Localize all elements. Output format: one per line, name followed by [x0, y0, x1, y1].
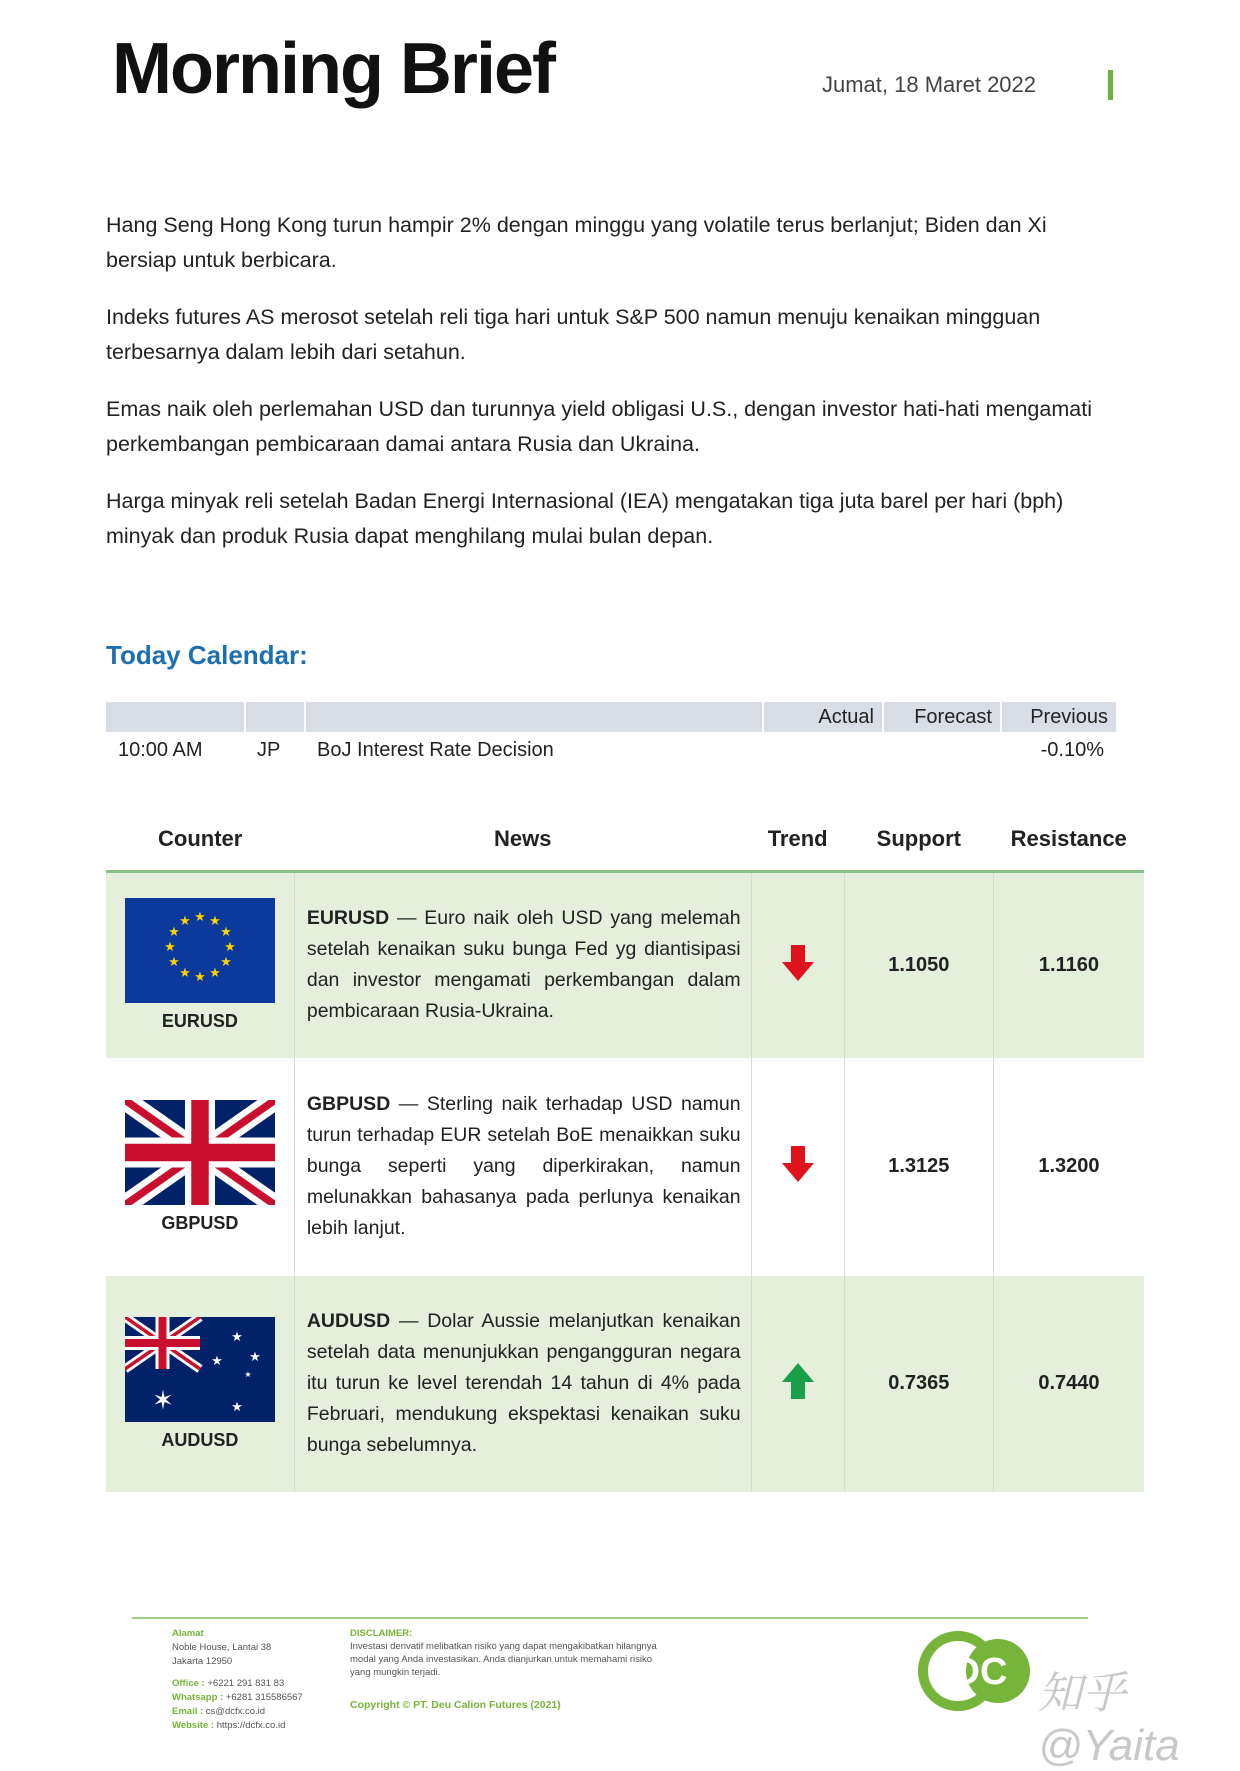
svg-text:★: ★ [179, 966, 191, 982]
table-row [106, 872, 1144, 1058]
office-label: Office : [172, 1678, 205, 1689]
summary-paragraph: Emas naik oleh perlemahan USD dan turunnya yield obligasi U.S., dengan investor hati-hati mengamati perkembangan pembicaraan damai antara Rusia dan Ukraina. [106, 397, 1092, 456]
resistance-value: 0.7440 [993, 1276, 1144, 1492]
calendar-row [106, 732, 1116, 768]
calendar-header-previous: Previous [1001, 702, 1116, 732]
dc-logo-icon [918, 1631, 1036, 1711]
disclaimer-label: DISCLAIMER: [350, 1628, 413, 1639]
calendar-forecast [883, 732, 1001, 768]
counter-cell [106, 1276, 294, 1492]
counter-cell [106, 872, 294, 1058]
svg-text:★: ★ [194, 970, 206, 986]
analysis-header-row [106, 808, 1144, 872]
news-cell [294, 1058, 751, 1276]
whatsapp-value: +6281 315586567 [225, 1692, 303, 1703]
watermark: 知乎 @Yaita [1038, 1669, 1180, 1770]
counter-label: AUDUSD [161, 1429, 239, 1450]
svg-text:★: ★ [224, 940, 236, 956]
trend-up-arrow-icon [782, 1363, 814, 1399]
calendar-table [106, 702, 1116, 768]
trend-cell [751, 872, 844, 1058]
counter-label: GBPUSD [161, 1212, 239, 1233]
news-body: Euro naik oleh USD yang melemah setelah kenaikan suku bunga Fed yg diantisipasi dan investor mengamati perkembangan dalam pembicaraan Rusia-Ukraina. [306, 907, 741, 1023]
footer-disclaimer [350, 1627, 670, 1712]
svg-text:★: ★ [244, 1369, 252, 1379]
calendar-header-row [106, 702, 1116, 732]
uk-flag-icon [125, 1100, 275, 1205]
svg-text:★: ★ [179, 914, 191, 930]
email-line [172, 1705, 332, 1719]
trend-down-arrow-icon [782, 945, 814, 981]
email-value[interactable]: cs@dcfx.co.id [205, 1706, 266, 1717]
svg-text:★: ★ [231, 1329, 243, 1345]
svg-text:★: ★ [220, 955, 232, 971]
address-line: Noble House, Lantai 38 [172, 1642, 272, 1653]
counter-cell [106, 1058, 294, 1276]
website-line [172, 1719, 332, 1733]
svg-text:★: ★ [168, 955, 180, 971]
calendar-previous: -0.10% [1040, 738, 1104, 761]
office-line [172, 1677, 332, 1691]
summary-section [106, 208, 1116, 576]
summary-paragraph: Indeks futures AS merosot setelah reli tiga hari untuk S&P 500 namun menuju kenaikan mingguan terbesarnya dalam lebih dari setahun. [106, 305, 1041, 364]
footer-contact [172, 1627, 332, 1733]
calendar-title: Today Calendar: [106, 640, 308, 670]
summary-paragraph: Harga minyak reli setelah Badan Energi Internasional (IEA) mengatakan tiga juta barel per hari (bph) minyak dan produk Rusia dapat menghilang mulai bulan depan. [106, 489, 1064, 548]
news-cell [294, 872, 751, 1058]
svg-text:★: ★ [231, 1399, 243, 1415]
accent-bar [1108, 70, 1113, 100]
table-row [106, 1058, 1144, 1276]
address-line: Jakarta 12950 [172, 1656, 233, 1667]
svg-text:★: ★ [249, 1349, 261, 1365]
page-title: Morning Brief [112, 29, 554, 109]
calendar-header-time [106, 702, 245, 732]
calendar-event: BoJ Interest Rate Decision [317, 738, 554, 761]
counter-label: EURUSD [161, 1011, 238, 1032]
table-row [106, 1276, 1144, 1492]
svg-text:★: ★ [220, 925, 232, 941]
header-counter: Counter [106, 808, 294, 872]
svg-text:★: ★ [194, 910, 206, 926]
news-title: AUDUSD [306, 1310, 391, 1332]
news-cell [294, 1276, 751, 1492]
website-value[interactable]: https://dcfx.co.id [216, 1720, 286, 1731]
report-date: Jumat, 18 Maret 2022 [822, 72, 1037, 97]
svg-text:★: ★ [209, 966, 221, 982]
trend-down-arrow-icon [782, 1146, 814, 1182]
header-trend: Trend [751, 808, 844, 872]
whatsapp-line [172, 1691, 332, 1705]
header-news: News [294, 808, 751, 872]
footer-divider [132, 1617, 1088, 1619]
svg-text:★: ★ [164, 940, 176, 956]
svg-text:★: ★ [211, 1353, 223, 1369]
eu-flag-icon [125, 898, 275, 1003]
office-value: +6221 291 831 83 [207, 1678, 285, 1689]
calendar-header-forecast: Forecast [883, 702, 1001, 732]
svg-text:★: ★ [209, 914, 221, 930]
address-label: Alamat [172, 1628, 204, 1639]
trend-cell [751, 1058, 844, 1276]
calendar-header-actual: Actual [763, 702, 883, 732]
logo-text: DC [952, 1651, 1008, 1693]
resistance-value: 1.1160 [993, 872, 1144, 1058]
support-value: 1.1050 [844, 872, 993, 1058]
news-separator: — [390, 1310, 428, 1332]
news-body: Sterling naik terhadap USD namun turun terhadap EUR setelah BoE menaikkan suku bunga seperti yang diperkirakan, namun melunakkan bahasanya pada perlunya kenaikan lebih lanjut. [306, 1093, 741, 1239]
svg-text:★: ★ [168, 925, 180, 941]
summary-paragraph: Hang Seng Hong Kong turun hampir 2% dengan minggu yang volatile terus berlanjut; Biden dan Xi bersiap untuk berbicara. [106, 213, 1047, 272]
news-body: Dolar Aussie melanjutkan kenaikan setelah data menunjukkan pengangguran negara itu turun ke level terendah 14 tahun di 4% pada Februari, mendukung ekspektasi kenaikan suku bunga sebelumnya. [306, 1310, 741, 1456]
header-resistance: Resistance [993, 808, 1144, 872]
whatsapp-label: Whatsapp : [172, 1692, 224, 1703]
calendar-header-event [305, 702, 763, 732]
svg-text:✶: ✶ [152, 1385, 174, 1416]
news-separator: — [389, 907, 425, 930]
trend-cell [751, 1276, 844, 1492]
calendar-header-country [245, 702, 305, 732]
news-title: EURUSD [306, 907, 390, 930]
calendar-country: JP [257, 738, 281, 761]
website-label: Website : [172, 1720, 215, 1731]
news-title: GBPUSD [306, 1093, 391, 1115]
support-value: 1.3125 [844, 1058, 993, 1276]
australia-flag-icon [125, 1317, 275, 1422]
news-separator: — [390, 1093, 427, 1115]
email-label: Email : [172, 1706, 204, 1717]
disclaimer-text: Investasi derivatif melibatkan risiko yang dapat mengakibatkan hilangnya modal yang Anda investasikan. Anda dianjurkan untuk memahami risiko yang mungkin terjadi. [350, 1641, 657, 1678]
resistance-value: 1.3200 [993, 1058, 1144, 1276]
analysis-table [106, 808, 1144, 1492]
header-support: Support [844, 808, 993, 872]
support-value: 0.7365 [844, 1276, 993, 1492]
calendar-actual [763, 732, 883, 768]
calendar-time: 10:00 AM [118, 738, 203, 761]
copyright-text: Copyright © PT. Deu Calion Futures (2021) [350, 1699, 561, 1711]
